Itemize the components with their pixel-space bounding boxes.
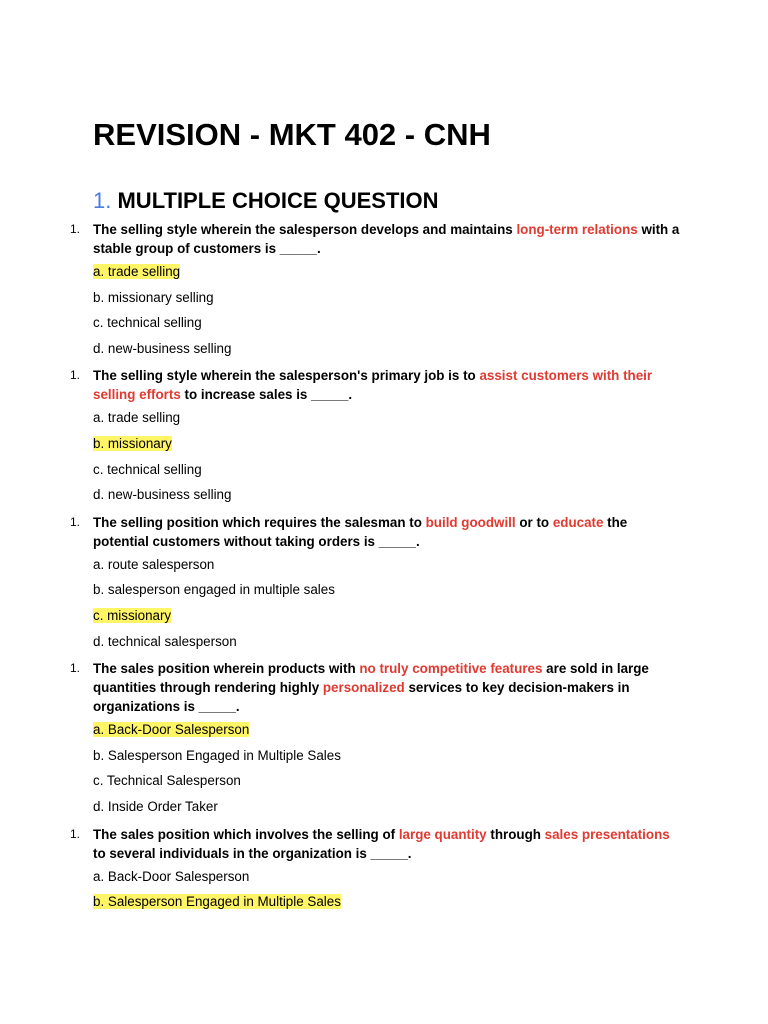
question-text [93,220,683,258]
question-number: 1. [70,514,81,529]
option-label: a. trade selling [93,264,181,279]
answer-option [93,410,683,426]
question-key-phrase: educate [552,514,604,530]
question-text-segment: or to [515,514,553,530]
answer-option [93,557,683,573]
answer-option [93,582,683,598]
section-heading [93,187,439,215]
question-key-phrase: build goodwill [425,514,516,530]
option-label: b. missionary selling [93,289,214,305]
answer-option [93,290,683,306]
question-text-segment: with a stable group of customers is _____. [93,222,680,256]
question-text-segment: The selling position which requires the salesman to [93,514,426,530]
question-text [93,659,683,716]
question-key-phrase: no truly competitive features [359,661,543,677]
question-item [70,659,683,815]
question-list [70,220,683,920]
question-text-segment: The selling style wherein the salesperson's primary job is to [93,368,480,384]
option-label: b. Salesperson Engaged in Multiple Sales [93,747,341,763]
question-item [70,513,683,650]
answer-option-correct [93,894,683,910]
answer-option-correct [93,264,683,280]
question-text [93,366,683,404]
answer-option [93,799,683,815]
option-label: a. trade selling [93,410,181,426]
option-label: a. Back-Door Salesperson [93,868,250,884]
question-number: 1. [70,826,81,841]
answer-option [93,748,683,764]
section-title: MULTIPLE CHOICE QUESTION [117,188,439,213]
question-key-phrase: personalized [322,680,405,696]
answer-option [93,487,683,503]
question-text-segment: The sales position wherein products with [93,661,360,677]
question-number: 1. [70,368,81,383]
option-label: d. technical salesperson [93,633,237,649]
answer-option [93,341,683,357]
option-label: b. Salesperson Engaged in Multiple Sales [93,894,341,910]
question-text [93,513,683,551]
answer-option [93,773,683,789]
answer-option-correct [93,722,683,738]
question-key-phrase: sales presentations [544,826,670,842]
question-text-segment: The sales position which involves the selling of [93,826,399,842]
document-title: REVISION - MKT 402 - CNH [93,117,491,152]
answer-option [93,462,683,478]
question-key-phrase: long-term relations [516,222,638,237]
option-label: b. salesperson engaged in multiple sales [93,582,335,598]
answer-option-correct [93,608,683,624]
option-label: c. technical selling [93,315,202,331]
option-label: a. Back-Door Salesperson [93,722,250,738]
answer-option [93,869,683,885]
question-text-segment: are sold in large quantities through rendering highly [93,661,649,696]
option-label: c. Technical Salesperson [93,773,241,789]
question-item [70,220,683,357]
question-text-segment: through [486,826,545,842]
question-key-phrase: assist customers with their selling efforts [93,368,653,403]
question-text-segment: services to key decision-makers in organizations is _____. [93,680,630,715]
question-number: 1. [70,661,81,676]
question-text-segment: to several individuals in the organization is _____. [93,845,412,861]
question-item [70,366,683,503]
question-item [70,825,683,911]
option-label: c. missionary [93,607,172,623]
question-text-segment: to increase sales is _____. [180,387,353,403]
answer-option-correct [93,436,683,452]
question-text-segment: The selling style wherein the salesperson develops and maintains [93,222,517,237]
section-number: 1. [93,188,112,213]
option-label: d. new-business selling [93,487,232,503]
option-label: d. new-business selling [93,340,232,356]
answer-option [93,634,683,650]
option-label: d. Inside Order Taker [93,798,218,814]
question-number: 1. [70,222,81,236]
question-text-segment: the potential customers without taking orders is _____. [93,514,628,549]
answer-option [93,315,683,331]
option-label: c. technical selling [93,461,202,477]
question-key-phrase: large quantity [398,826,487,842]
option-label: a. route salesperson [93,556,215,572]
question-text [93,825,683,863]
option-label: b. missionary [93,435,172,451]
